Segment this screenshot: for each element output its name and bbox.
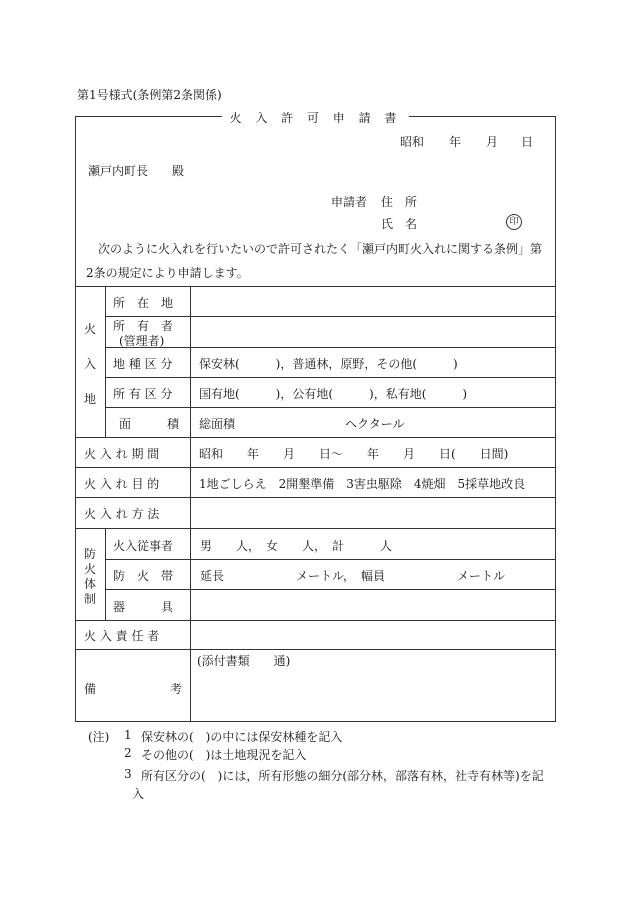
table-rule bbox=[75, 649, 556, 650]
note-text-1: 保安林の( )の中には保安林種を記入 bbox=[141, 730, 343, 744]
note-continuation: 入 bbox=[132, 787, 145, 801]
application-statement-line1: 次のように火入れを行いたいので許可されたく「瀬戸内町火入れに関する条例」第 bbox=[86, 242, 543, 256]
date-year: 年 bbox=[449, 135, 462, 149]
land-type-label: 地 種 区 分 bbox=[113, 357, 173, 371]
method-label: 火 入 れ 方 法 bbox=[84, 507, 160, 521]
remarks-value: (添付書類 通) bbox=[197, 654, 291, 668]
land-group-label-1: 火 bbox=[84, 322, 97, 336]
fire-group-label-4: 制 bbox=[84, 592, 97, 606]
table-rule bbox=[190, 286, 191, 722]
table-rule bbox=[75, 528, 556, 529]
table-rule bbox=[75, 620, 556, 621]
note-number-1: 1 bbox=[124, 728, 132, 742]
period-value: 昭和 年 月 日〜 年 月 日( 日間) bbox=[199, 447, 509, 461]
address-label: 住 所 bbox=[381, 195, 418, 209]
seal-mark: 印 bbox=[506, 214, 522, 230]
location-label: 所 在 地 bbox=[113, 296, 174, 310]
date-era: 昭和 bbox=[400, 135, 425, 149]
fire-group-label-3: 体 bbox=[84, 577, 97, 591]
owner-sublabel: (管理者) bbox=[119, 334, 165, 348]
table-rule bbox=[75, 467, 556, 468]
responsible-value[interactable] bbox=[195, 623, 550, 647]
date-month: 月 bbox=[486, 135, 499, 149]
notes-prefix: (注) bbox=[88, 730, 110, 744]
workers-label: 火入従事者 bbox=[113, 539, 174, 553]
purpose-value: 1地ごしらえ 2開墾準備 3害虫駆除 4焼畑 5採草地改良 bbox=[199, 477, 526, 491]
location-value[interactable] bbox=[195, 290, 550, 314]
remarks-label-left: 備 bbox=[84, 682, 97, 696]
ownership-value: 国有地( )，公有地( )，私有地( ) bbox=[199, 387, 468, 401]
applicant-label: 申請者 bbox=[331, 195, 368, 209]
workers-value: 男 人， 女 人， 計 人 bbox=[200, 539, 393, 553]
land-group-label-3: 地 bbox=[84, 392, 97, 406]
period-label: 火 入 れ 期 間 bbox=[84, 447, 160, 461]
table-rule bbox=[105, 407, 556, 408]
responsible-label: 火 入 責 任 者 bbox=[84, 629, 160, 643]
owner-label: 所 有 者 bbox=[113, 319, 174, 333]
name-label: 氏 名 bbox=[381, 217, 418, 231]
land-type-value: 保安林( )，普通林，原野，その他( ) bbox=[199, 357, 458, 371]
table-rule bbox=[105, 559, 556, 560]
table-rule bbox=[105, 286, 106, 437]
form-title: 火 入 許 可 申 請 書 bbox=[75, 109, 556, 126]
table-rule bbox=[105, 377, 556, 378]
table-rule bbox=[75, 286, 556, 287]
land-group-label-2: 入 bbox=[84, 357, 97, 371]
form-number-label: 第1号様式(条例第2条関係) bbox=[77, 88, 222, 102]
ownership-label: 所 有 区 分 bbox=[113, 387, 173, 401]
addressee: 瀬戸内町長 殿 bbox=[88, 164, 185, 178]
date-day: 日 bbox=[521, 135, 534, 149]
note-number-2: 2 bbox=[124, 746, 132, 760]
area-label: 面 積 bbox=[119, 417, 180, 431]
purpose-label: 火 入 れ 目 的 bbox=[84, 477, 160, 491]
remarks-label-right: 考 bbox=[170, 682, 183, 696]
area-value-unit: ヘクタール bbox=[345, 417, 405, 431]
table-rule bbox=[105, 528, 106, 620]
note-text-3: 所有区分の( )には，所有形態の細分(部分林，部落有林，社寺有林等)を記 bbox=[141, 769, 544, 783]
note-text-2: その他の( )は土地現況を記入 bbox=[141, 748, 307, 762]
table-rule bbox=[75, 437, 556, 438]
equipment-label: 器 具 bbox=[113, 600, 174, 614]
table-rule bbox=[105, 589, 556, 590]
equipment-value[interactable] bbox=[195, 593, 550, 617]
fire-group-label-1: 防 bbox=[84, 547, 97, 561]
firebreak-value: 延長 メートル， 幅員 メートル bbox=[200, 569, 506, 583]
table-rule bbox=[105, 347, 556, 348]
method-value[interactable] bbox=[195, 501, 550, 525]
area-value-prefix: 総面積 bbox=[199, 417, 236, 431]
application-statement-line2: 2条の規定により申請します。 bbox=[86, 266, 249, 280]
note-number-3: 3 bbox=[124, 767, 132, 781]
fire-group-label-2: 火 bbox=[84, 562, 97, 576]
table-rule bbox=[75, 497, 556, 498]
firebreak-label: 防 火 帯 bbox=[113, 569, 174, 583]
owner-value[interactable] bbox=[195, 320, 550, 344]
